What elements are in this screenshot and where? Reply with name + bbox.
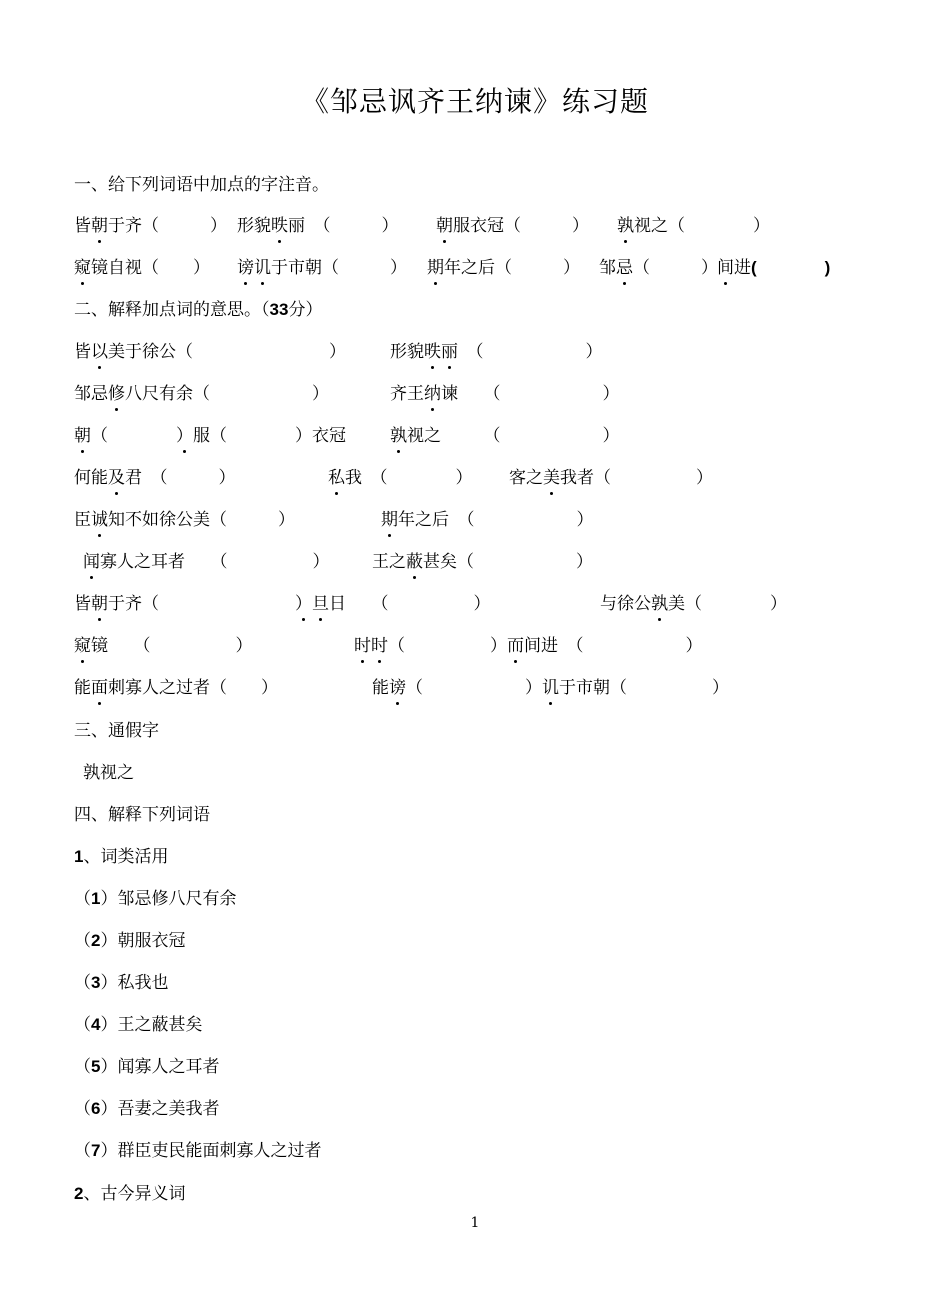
emphasis-char: 纳 <box>424 381 441 407</box>
emphasis-char: 以 <box>91 339 108 365</box>
line-segment: （7）群臣吏民能面刺寡人之过者 <box>74 1141 322 1161</box>
line-segment: 形貌昳丽 （ ） <box>237 213 399 239</box>
line-segment: 窥镜自视（ ） <box>74 255 210 281</box>
line-segment: 谤讥于市朝（ ） <box>237 255 407 281</box>
line-segment: 朝（ ）服（ ）衣冠 <box>74 423 346 449</box>
emphasis-char: 时 <box>354 633 371 659</box>
line-segment: 形貌昳丽 （ ） <box>390 339 603 365</box>
emphasis-char: 朝 <box>91 213 108 239</box>
emphasis-char: 朝 <box>91 591 108 617</box>
emphasis-char: 朝 <box>436 213 453 239</box>
emphasis-char: 期 <box>381 507 398 533</box>
emphasis-char: 昳 <box>271 213 288 239</box>
line-segment: 皆朝于齐（ ）旦日 （ ） <box>74 591 491 617</box>
emphasis-char: 美 <box>543 465 560 491</box>
emphasis-char: 窥 <box>74 633 91 659</box>
line-segment: 皆朝于齐（ ） <box>74 213 227 239</box>
line-segment: （5）闻寡人之耳者 <box>74 1057 220 1077</box>
emphasis-char: 昳 <box>424 339 441 365</box>
line-segment: （2）朝服衣冠 <box>74 931 186 951</box>
emphasis-char: ） <box>295 591 312 617</box>
line-segment: 孰视之（ ） <box>617 213 770 239</box>
line-segment: 能面刺寡人之过者（ ） <box>74 675 278 701</box>
emphasis-char: 闻 <box>83 549 100 575</box>
line-segment: 期年之后（ ） <box>427 255 580 281</box>
line-segment: 孰视之 <box>83 763 134 783</box>
emphasis-char: 谤 <box>389 675 406 701</box>
line-segment: 闻寡人之耳者 （ ） <box>83 549 330 575</box>
emphasis-char: 孰 <box>651 591 668 617</box>
line-segment: 一、给下列词语中加点的字注音。 <box>74 175 329 195</box>
line-segment: 四、解释下列词语 <box>74 805 210 825</box>
emphasis-char: 忌 <box>616 255 633 281</box>
emphasis-char: 孰 <box>617 213 634 239</box>
line-segment: 窥镜 （ ） <box>74 633 253 659</box>
emphasis-char: 讥 <box>542 675 559 701</box>
line-segment: 时时（ ）而间进 （ ） <box>354 633 703 659</box>
page-title: 《邹忌讽齐王纳谏》练习题 <box>300 85 649 118</box>
line-segment: （4）王之蔽甚矣 <box>74 1015 203 1035</box>
emphasis-char: 而 <box>507 633 524 659</box>
line-segment: 皆以美于徐公（ ） <box>74 339 346 365</box>
line-segment: 邹忌修八尺有余（ ） <box>74 381 329 407</box>
line-segment: 齐王纳谏 （ ） <box>390 381 620 407</box>
emphasis-char: 修 <box>108 381 125 407</box>
emphasis-char: 期 <box>427 255 444 281</box>
emphasis-char: ） <box>176 423 193 449</box>
line-segment: （1）邹忌修八尺有余 <box>74 889 237 909</box>
line-segment: 孰视之 （ ） <box>390 423 620 449</box>
line-segment: （3）私我也 <box>74 973 169 993</box>
line-segment: 与徐公孰美（ ） <box>600 591 787 617</box>
line-segment: 何能及君 （ ） <box>74 465 236 491</box>
line-segment: 间进( ) <box>717 255 830 281</box>
line-segment: 1、词类活用 <box>74 847 169 867</box>
emphasis-char: 时 <box>371 633 388 659</box>
line-segment: 2、古今异义词 <box>74 1184 186 1204</box>
emphasis-char: 窥 <box>74 255 91 281</box>
emphasis-char: 丽 <box>441 339 458 365</box>
line-segment: 臣诚知不如徐公美（ ） <box>74 507 295 533</box>
page-number: 1 <box>470 1215 480 1231</box>
line-segment: （6）吾妻之美我者 <box>74 1099 220 1119</box>
line-segment: 二、解释加点词的意思。（33分） <box>74 300 323 320</box>
emphasis-char: 孰 <box>390 423 407 449</box>
emphasis-char: 诚 <box>91 507 108 533</box>
emphasis-char: 讥 <box>254 255 271 281</box>
line-segment: 朝服衣冠（ ） <box>436 213 589 239</box>
emphasis-char: 面 <box>91 675 108 701</box>
emphasis-char: 旦 <box>312 591 329 617</box>
emphasis-char: 谤 <box>237 255 254 281</box>
emphasis-char: 蔽 <box>406 549 423 575</box>
emphasis-char: 朝 <box>74 423 91 449</box>
line-segment: 客之美我者（ ） <box>509 465 713 491</box>
line-segment: 王之蔽甚矣（ ） <box>372 549 593 575</box>
line-segment: 三、通假字 <box>74 721 159 741</box>
line-segment: 私我 （ ） <box>328 465 473 491</box>
line-segment: 能谤（ ）讥于市朝（ ） <box>372 675 729 701</box>
line-segment: 期年之后 （ ） <box>381 507 594 533</box>
emphasis-char: 间 <box>717 255 734 281</box>
line-segment: 邹忌（ ） <box>599 255 718 281</box>
emphasis-char: 私 <box>328 465 345 491</box>
emphasis-char: 及 <box>108 465 125 491</box>
